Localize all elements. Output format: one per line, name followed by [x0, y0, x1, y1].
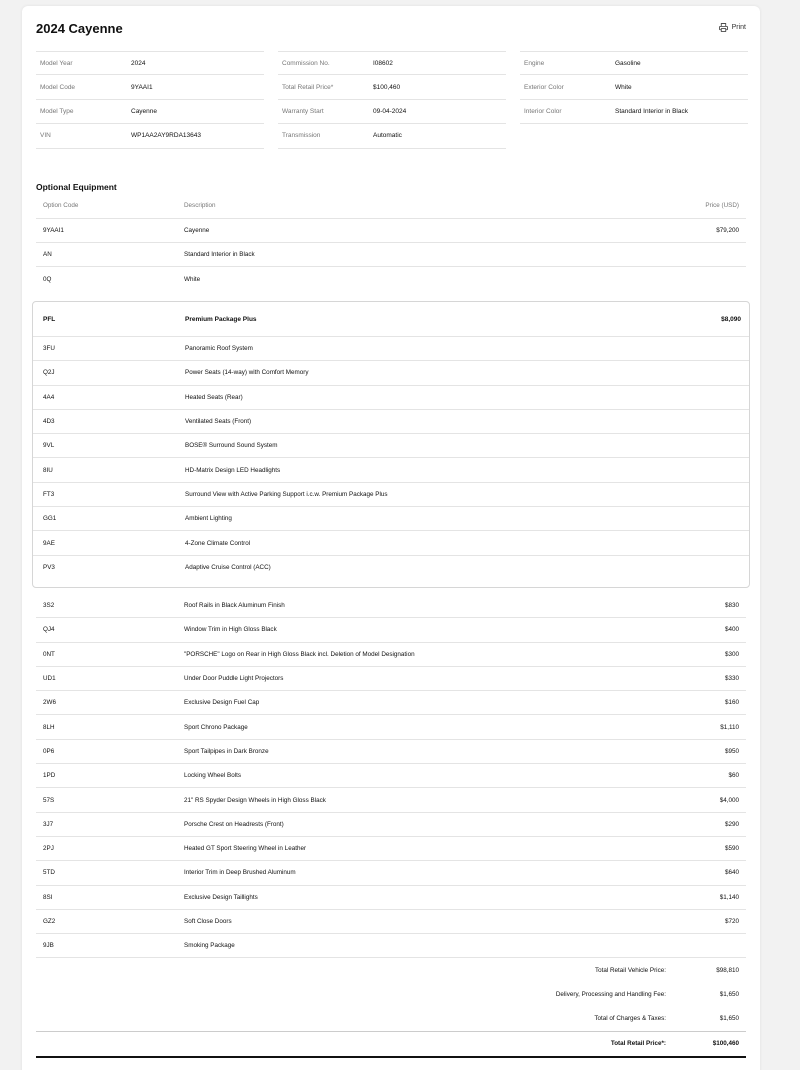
package-item-description: Heated Seats (Rear) [185, 393, 243, 401]
table-row [36, 910, 746, 934]
header-price: Price (USD) [705, 202, 739, 210]
option-price: $950 [724, 747, 739, 755]
spec-label: VIN [40, 132, 51, 140]
option-description: Sport Chrono Package [184, 723, 248, 731]
spec-label: Commission No. [282, 59, 330, 67]
package-item-code: 9VL [43, 442, 55, 450]
package-item-description: 4-Zone Climate Control [185, 539, 251, 547]
total-vehicle-price-label: Total Retail Vehicle Price: [594, 966, 666, 974]
package-item-code: 9AE [43, 539, 55, 547]
option-description: Soft Close Doors [184, 918, 232, 925]
option-description: Under Door Puddle Light Projectors [184, 675, 284, 683]
package-item-code: PV3 [43, 564, 55, 572]
price-totals [36, 958, 746, 1058]
option-code: 3J7 [43, 820, 54, 828]
spec-row [520, 51, 748, 75]
option-price: $640 [724, 869, 739, 877]
option-description: Cayenne [184, 226, 210, 234]
option-price: $60 [728, 772, 739, 780]
option-code: 8LH [43, 723, 55, 731]
option-price: $79,200 [716, 226, 739, 234]
option-code: GZ2 [43, 918, 56, 925]
spec-row [278, 51, 506, 75]
package-item [33, 507, 749, 531]
vehicle-details-sheet [22, 6, 760, 1070]
option-description: Interior Trim in Deep Brushed Aluminum [184, 869, 296, 877]
table-header [36, 194, 746, 219]
option-description: Roof Rails in Black Aluminum Finish [184, 602, 285, 610]
package-item-description: Ambient Lighting [185, 515, 232, 523]
option-description: Exclusive Design Fuel Cap [184, 699, 260, 707]
print-label: Print [731, 24, 746, 31]
option-description: Sport Tailpipes in Dark Bronze [184, 747, 269, 755]
package-item [33, 410, 749, 434]
option-description: White [184, 275, 201, 283]
option-description: Locking Wheel Bolts [184, 772, 242, 780]
spec-value: White [615, 83, 632, 91]
option-price: $300 [724, 650, 739, 658]
option-price: $720 [724, 918, 739, 925]
spec-value: WP1AA2AY9RDA13643 [131, 132, 201, 140]
spec-label: Exterior Color [524, 83, 564, 91]
package-item [33, 483, 749, 507]
option-code: QJ4 [43, 626, 55, 634]
spec-row [520, 75, 748, 99]
spec-column-3 [520, 51, 748, 124]
printer-icon [719, 23, 728, 32]
table-row [36, 715, 746, 739]
package-item-code: GG1 [43, 515, 57, 523]
option-code: 2W6 [43, 699, 56, 707]
package-item-code: 8IU [43, 466, 53, 474]
table-row [36, 267, 746, 291]
option-code: 5TD [43, 869, 55, 877]
spec-label: Model Type [40, 107, 74, 115]
spec-value: 2024 [131, 59, 146, 67]
delivery-fee-label: Delivery, Processing and Handling Fee: [555, 990, 666, 998]
option-price: $330 [724, 675, 739, 683]
table-row [36, 764, 746, 788]
option-description: "PORSCHE" Logo on Rear in High Gloss Black incl. Deletion of Model Designation [184, 650, 415, 658]
option-price: $1,140 [719, 893, 739, 901]
spec-row [278, 124, 506, 148]
header-code: Option Code [43, 202, 79, 210]
delivery-fee-value: $1,650 [719, 990, 739, 998]
option-code: 9YAAI1 [43, 226, 64, 234]
total-vehicle-price-value: $98,810 [716, 966, 739, 974]
page-title: 2024 Cayenne [36, 21, 123, 36]
package-item-code: 4D3 [43, 418, 55, 426]
package-item [33, 337, 749, 361]
delivery-fee-row [36, 982, 746, 1006]
package-item [33, 556, 749, 580]
package-item-description: Adaptive Cruise Control (ACC) [185, 564, 271, 572]
option-code: 0P6 [43, 747, 55, 755]
option-code: 0Q [43, 275, 52, 283]
option-code: 9JB [43, 942, 54, 950]
total-vehicle-price-row [36, 958, 746, 982]
table-row [36, 667, 746, 691]
premium-package-box [32, 301, 750, 588]
spec-column-2 [278, 51, 506, 149]
option-code: 1PD [43, 772, 56, 780]
charges-taxes-row [36, 1007, 746, 1031]
table-row [36, 740, 746, 764]
option-code: 8SI [43, 893, 53, 901]
option-code: AN [43, 250, 52, 258]
spec-row [278, 100, 506, 124]
package-price: $8,090 [721, 315, 741, 323]
option-description: Standard Interior in Black [184, 250, 255, 258]
package-item-description: HD-Matrix Design LED Headlights [185, 466, 281, 474]
print-button[interactable] [719, 23, 746, 32]
option-price: $4,000 [719, 796, 739, 804]
spec-row [36, 51, 264, 75]
option-price: $830 [724, 602, 739, 610]
spec-row [520, 100, 748, 124]
package-item-description: Ventilated Seats (Front) [185, 418, 252, 426]
table-row [36, 594, 746, 618]
options-table-top [36, 194, 746, 291]
package-item-description: Power Seats (14-way) with Comfort Memory [185, 369, 309, 377]
spec-label: Interior Color [524, 107, 562, 115]
package-item-code: Q2J [43, 369, 55, 377]
spec-label: Model Code [40, 83, 76, 91]
spec-column-1 [36, 51, 264, 149]
option-description: Heated GT Sport Steering Wheel in Leather [184, 845, 307, 853]
table-row [36, 886, 746, 910]
package-item-code: FT3 [43, 490, 55, 498]
table-row [36, 643, 746, 667]
package-code: PFL [43, 315, 56, 323]
spec-row [278, 75, 506, 99]
option-description: Exclusive Design Taillights [184, 893, 258, 901]
table-row [36, 243, 746, 267]
table-row [36, 934, 746, 958]
package-item-code: 3FU [43, 345, 55, 353]
table-row [36, 618, 746, 642]
option-price: $160 [724, 699, 739, 707]
total-retail-price-label: Total Retail Price*: [610, 1040, 666, 1048]
option-code: 2PJ [43, 845, 54, 853]
option-price: $290 [724, 820, 739, 828]
package-item-description: BOSE® Surround Sound System [185, 442, 278, 450]
package-item-code: 4A4 [43, 393, 55, 401]
spec-value: 9YAAI1 [131, 83, 153, 91]
option-price: $590 [724, 845, 739, 853]
package-header-row [33, 302, 749, 337]
charges-taxes-value: $1,650 [719, 1015, 739, 1023]
spec-value: Automatic [373, 132, 402, 140]
table-row [36, 691, 746, 715]
spec-value: Gasoline [615, 59, 641, 67]
spec-label: Model Year [40, 59, 73, 67]
package-item-description: Surround View with Active Parking Support i.c.w. Premium Package Plus [185, 490, 388, 498]
spec-value: 09-04-2024 [373, 107, 407, 115]
spec-label: Total Retail Price* [282, 83, 334, 91]
option-description: Smoking Package [184, 942, 235, 950]
charges-taxes-label: Total of Charges & Taxes: [594, 1015, 666, 1023]
option-description: 21" RS Spyder Design Wheels in High Gloss Black [184, 796, 326, 804]
table-row [36, 813, 746, 837]
spec-row [36, 124, 264, 148]
spec-value: $100,460 [373, 83, 401, 91]
package-item [33, 386, 749, 410]
package-item-description: Panoramic Roof System [185, 345, 253, 353]
package-item [33, 361, 749, 385]
header-description: Description [184, 202, 216, 210]
spec-row [36, 100, 264, 124]
options-table-bottom [36, 594, 746, 958]
spec-label: Warranty Start [282, 107, 324, 115]
optional-equipment-title: Optional Equipment [36, 182, 117, 192]
option-code: 3S2 [43, 602, 55, 610]
option-code: UD1 [43, 675, 56, 683]
spec-value: I08602 [373, 59, 393, 67]
spec-label: Transmission [282, 132, 321, 140]
total-retail-price-row [36, 1032, 746, 1058]
package-item [33, 458, 749, 482]
spec-value: Standard Interior in Black [615, 107, 688, 115]
table-row [36, 788, 746, 812]
option-price: $400 [724, 626, 739, 634]
package-item [33, 434, 749, 458]
option-description: Window Trim in High Gloss Black [184, 626, 277, 634]
option-code: 57S [43, 796, 55, 804]
table-row [36, 219, 746, 243]
total-retail-price-value: $100,460 [712, 1040, 739, 1048]
option-price: $1,110 [720, 723, 739, 731]
spec-value: Cayenne [131, 107, 158, 115]
package-description: Premium Package Plus [185, 315, 257, 323]
option-code: 0NT [43, 650, 55, 658]
package-item [33, 531, 749, 555]
spec-label: Engine [524, 59, 545, 67]
spec-row [36, 75, 264, 99]
option-description: Porsche Crest on Headrests (Front) [184, 820, 284, 828]
table-row [36, 861, 746, 885]
table-row [36, 837, 746, 861]
